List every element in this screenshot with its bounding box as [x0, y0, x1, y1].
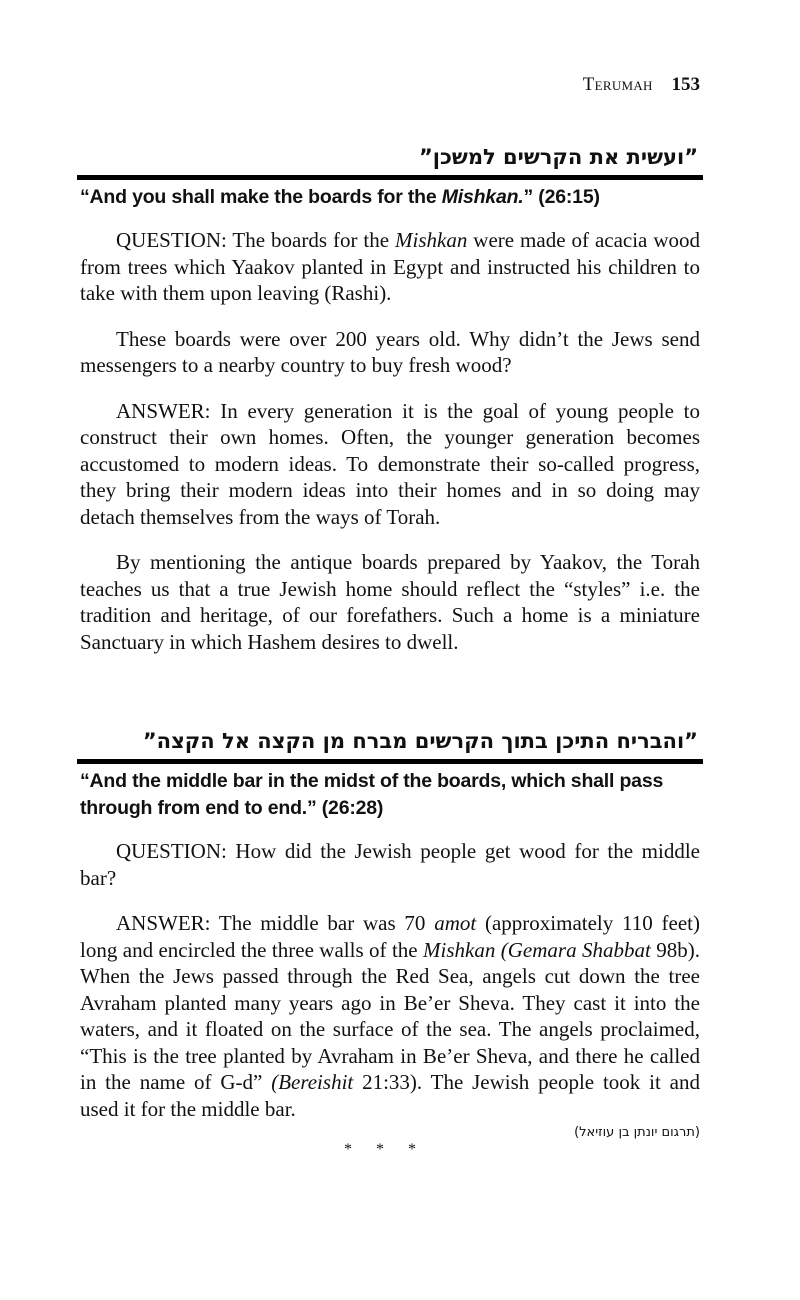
heading-rule: [77, 175, 703, 180]
section-boards: [80, 143, 700, 655]
chapter-title: Terumah: [582, 74, 653, 95]
answer-paragraph: ANSWER: In every generation it is the goal of young people to construct their own homes. Often, the younger generation becomes accustomed to modern ideas. To demonstrate their so-called progress, they bring their modern ideas into their homes and in so doing may detach themselves from the ways of Torah.: [80, 398, 700, 529]
section-separator: * * *: [344, 1141, 426, 1158]
running-head: [583, 74, 700, 96]
answer-followup-paragraph: By mentioning the antique boards prepared by Yaakov, the Torah teaches us that a true Jewish home should reflect the “styles” i.e. the tradition and heritage, of our forefathers. Such a home is a miniature Sanctuary in which Hashem desires to dwell.: [80, 550, 700, 654]
question-paragraph: QUESTION: How did the Jewish people get wood for the middle bar?: [80, 839, 700, 890]
source-citation: (תרגום יונתן בן עוזיאל): [574, 1125, 700, 1140]
heading-rule: [77, 759, 703, 764]
section-middle-bar: [80, 727, 700, 1158]
question-followup-paragraph: These boards were over 200 years old. Why didn’t the Jews send messengers to a nearby country to buy fresh wood?: [80, 326, 700, 377]
english-verse-heading: “And you shall make the boards for the Mishkan.” (26:15): [80, 186, 600, 208]
question-paragraph: QUESTION: The boards for the Mishkan were made of acacia wood from trees which Yaakov planted in Egypt and instructed his children to take with them upon leaving (Rashi).: [80, 228, 700, 305]
answer-paragraph: ANSWER: The middle bar was 70 amot (approximately 110 feet) long and encircled the three walls of the Mishkan (Gemara Shabbat 98b). When the Jews passed through the Red Sea, angels cut down the tree Avraham planted many years ago in Be’er Sheva. They cast it into the waters, and it floated on the surface of the sea. The angels proclaimed, “This is the tree planted by Avraham in Be’er Sheva, and there he called in the name of G-d” (Bereishit 21:33). The Jewish people took it and used it for the middle bar.: [80, 911, 701, 1121]
english-verse-heading: “And the middle bar in the midst of the boards, which shall pass through from end to end.” (26:28): [80, 770, 664, 819]
hebrew-verse-heading: ”ועשית את הקרשים למשכן”: [418, 145, 698, 169]
page-number: 153: [671, 74, 700, 95]
hebrew-verse-heading: ”והבריח התיכן בתוך הקרשים מברח מן הקצה אל הקצה”: [142, 729, 698, 753]
